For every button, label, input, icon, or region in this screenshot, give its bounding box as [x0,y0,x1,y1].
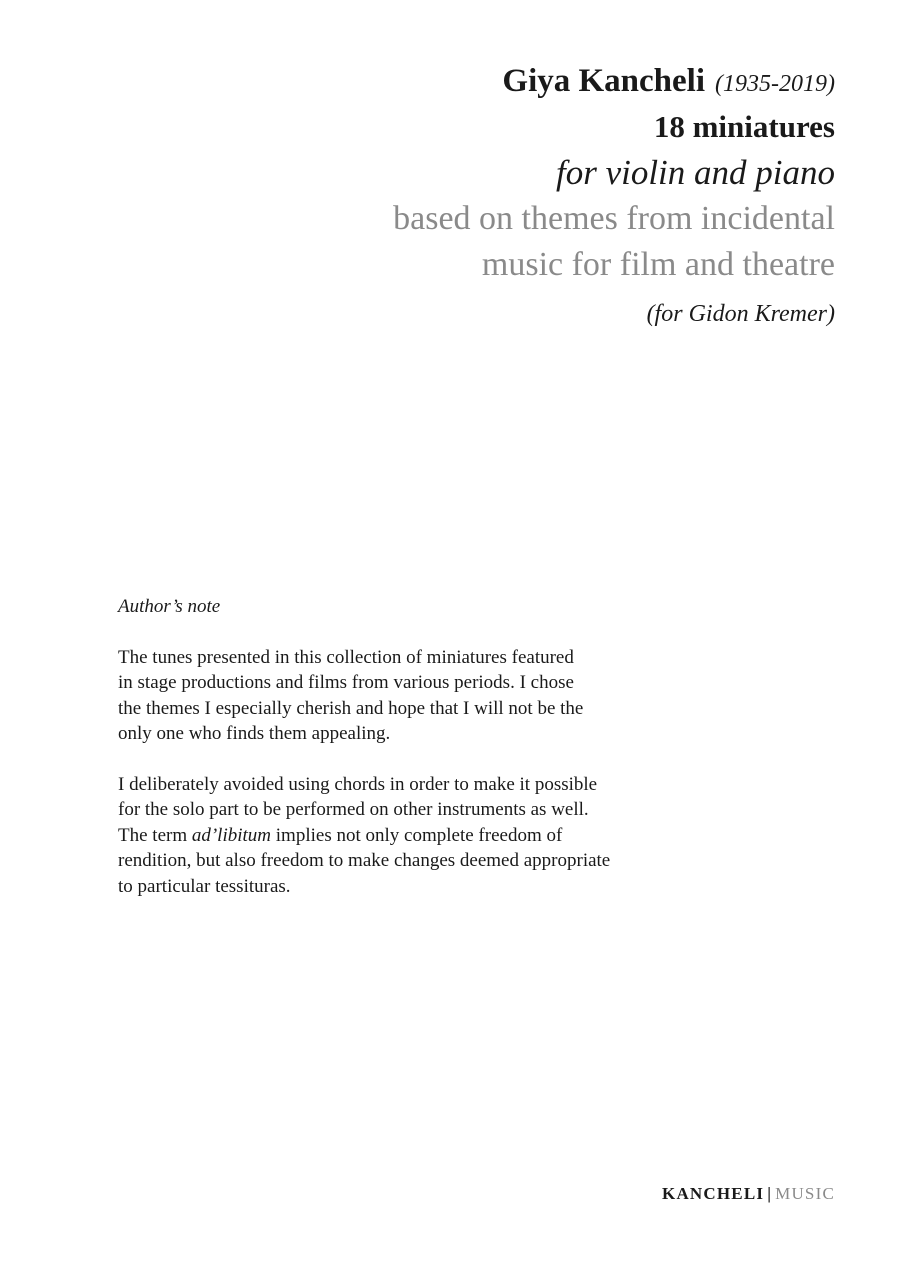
work-subtitle-line: music for film and theatre [481,246,835,283]
note-line: for the solo part to be performed on other instruments as well. [118,799,589,820]
publisher-separator: | [767,1184,773,1203]
note-heading: Author’s note [118,596,221,617]
note-line: to particular tessituras. [118,875,291,897]
composer-name: Giya Kancheli [502,63,706,99]
note-paragraph [118,645,698,747]
dedication: (for Gidon Kremer) [646,301,835,327]
title-block [195,58,835,334]
note-line: I deliberately avoided using chords in order to make it possible [118,773,598,795]
note-text: The term [118,824,192,846]
note-line: The tunes presented in this collection of miniatures featured [118,646,574,668]
note-line: only one who finds them appealing. [118,723,391,744]
publisher-name: KANCHELI [662,1184,765,1203]
work-instrumentation: for violin and piano [555,153,835,192]
note-text: implies not only complete freedom of [271,824,563,846]
ad-libitum-term: ad’libitum [191,824,272,846]
note-line [118,823,698,849]
note-paragraph [118,772,698,900]
composer-dates: (1935-2019) [715,71,835,97]
work-title: 18 miniatures [653,109,835,144]
note-line: the themes I especially cherish and hope that I will not be the [118,697,584,719]
publisher-logo [662,1184,835,1204]
note-line: rendition, but also freedom to make changes deemed appropriate [118,850,611,871]
work-subtitle-line: based on themes from incidental [393,200,835,237]
publisher-sub: MUSIC [775,1184,835,1203]
composer-line [195,58,835,104]
authors-note [118,594,698,924]
note-line: in stage productions and films from various periods. I chose [118,672,574,693]
